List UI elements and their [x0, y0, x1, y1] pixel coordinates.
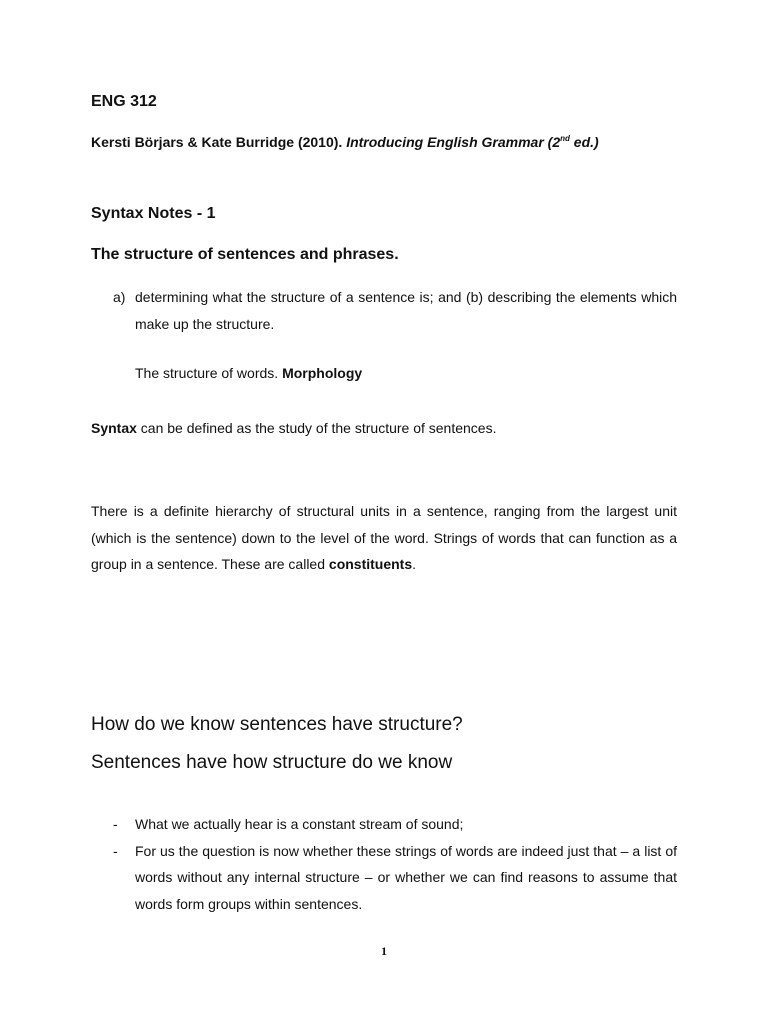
bullet-text: What we actually hear is a constant stream of sound;: [135, 816, 464, 832]
bullet-list: [91, 811, 677, 917]
morphology-line: The structure of words. Morphology: [135, 365, 363, 381]
structure-heading: The structure of sentences and phrases.: [91, 246, 399, 263]
list-marker: a): [113, 289, 126, 305]
bullet-marker: -: [113, 842, 118, 859]
section-title: Syntax Notes - 1: [91, 205, 216, 222]
citation-authors: Kersti Börjars & Kate Burridge (2010).: [91, 134, 343, 150]
morphology-term: Morphology: [282, 365, 363, 381]
question-heading-2: Sentences have how structure do we know: [91, 752, 453, 773]
hierarchy-paragraph: There is a definite hierarchy of structural units in a sentence, ranging from the largest unit (which is the sentence) down to the level of the word. Strings of words that can function as a group in a sentence. These are called constituents.: [91, 503, 677, 572]
citation: [91, 134, 677, 150]
syntax-term: Syntax: [91, 420, 137, 436]
question-heading-1: How do we know sentences have structure?: [91, 714, 463, 735]
constituents-term: constituents: [328, 556, 413, 572]
page-number: 1: [381, 944, 387, 958]
bullet-marker: -: [113, 816, 118, 832]
syntax-definition: Syntax can be defined as the study of the structure of sentences.: [91, 420, 497, 436]
bullet-text: For us the question is now whether these strings of words are indeed just that – a list of words without any internal structure – or whether we can find reasons to assume that words form groups within sentences.: [135, 842, 677, 912]
course-code: ENG 312: [91, 93, 157, 110]
list-item-text: determining what the structure of a sentence is; and (b) describing the elements which make up the structure.: [135, 289, 677, 332]
citation-title: Introducing English Grammar (2nd ed.): [346, 134, 599, 150]
list-item: [91, 811, 677, 838]
list-item-a: [91, 284, 677, 338]
citation-superscript: nd: [560, 134, 570, 143]
list-item: [91, 838, 677, 918]
